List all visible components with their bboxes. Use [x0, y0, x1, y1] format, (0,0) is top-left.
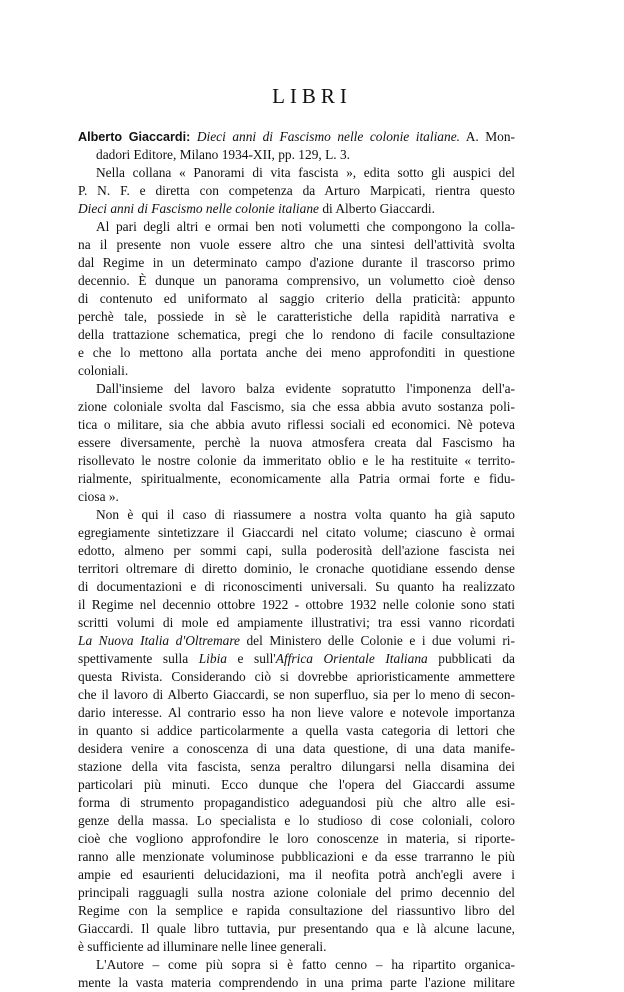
body-line: genze della massa. Lo specialista e lo studioso di cose coloniali, coloro	[78, 813, 515, 828]
body-italic-title: Libia	[198, 651, 227, 666]
body-italic-title: Affrica Orientale Italiana	[275, 651, 428, 666]
body-line: Al pari degli altri e ormai ben noti volumetti che compongono la colla-	[96, 219, 515, 234]
body-line: di documentazioni e di riconoscimenti universali. Su quanto ha realizzato	[78, 579, 515, 594]
body-line: dario interesse. Al contrario esso ha non lieve valore e notevole importanza	[78, 705, 515, 720]
body-line: stazione della vita fascista, senza peraltro dilungarsi nella disamina dei	[78, 759, 515, 774]
body-line: coloniali.	[78, 363, 129, 378]
body-italic-title: Dieci anni di Fascismo nelle colonie italiane	[78, 201, 319, 216]
body-line: è sufficiente ad illuminare nelle linee generali.	[78, 939, 327, 954]
body-line: cioè che vogliono approfondire le loro conoscenze in materia, si riporte-	[78, 831, 515, 846]
review-author: Alberto Giaccardi:	[78, 130, 191, 144]
body-line: ampie ed esaurienti delucidazioni, ma il neofita potrà anch'egli avere i	[78, 867, 515, 882]
body-line: risollevato le nostre colonie da immeritato oblio e le ha restituite « territo-	[78, 453, 515, 468]
body-line: di contenuto ed uniformato al saggio criterio della praticità: appunto	[78, 291, 515, 306]
review-book-title: Dieci anni di Fascismo nelle colonie italiane.	[196, 129, 460, 144]
body-line: na il presente non vuole essere altro che una sintesi dell'attività svolta	[78, 237, 515, 252]
review-reference-line-2: dadori Editore, Milano 1934-XII, pp. 129, L. 3.	[96, 147, 351, 162]
body-line: particolari più minuti. Ecco dunque che l'opera del Giaccardi assume	[78, 777, 515, 792]
review-reference-publisher-start: A. Mon-	[465, 129, 516, 144]
body-line: questa Rivista. Considerando ciò si dovrebbe aprioristicamente ammettere	[78, 669, 515, 684]
body-line: Nella collana « Panorami di vita fascista », edita sotto gli auspici del	[96, 165, 515, 180]
body-line: principali ragguagli sulla nostra azione coloniale del primo decennio del	[78, 885, 515, 900]
body-line	[78, 200, 515, 218]
body-line: territori oltremare di diretto dominio, le cronache quotidiane essendo dense	[78, 561, 515, 576]
body-line: Regime con la semplice e rapida consultazione del riassuntivo libro del	[78, 903, 515, 918]
body-line: perchè tale, possiede in sè le caratteristiche della rapidità narrativa e	[78, 309, 515, 324]
body-line: Giaccardi. Il quale libro tuttavia, pur presentando qua e là alcune lacune,	[78, 921, 515, 936]
body-line: rialmente, spiritualmente, economicamente alla Patria ormai forte e fidu-	[78, 471, 515, 486]
body-line: il Regime nel decennio ottobre 1922 - ottobre 1932 nelle colonie sono stati	[78, 597, 515, 612]
body-line: e che lo mettono alla portata anche dei meno approfonditi in questione	[78, 345, 515, 360]
body-line	[78, 632, 515, 650]
body-line: Non è qui il caso di riassumere a nostra volta quanto ha già saputo	[96, 507, 515, 522]
body-line: essere diversamente, perchè la nuova atmosfera creata dal Fascismo ha	[78, 435, 515, 450]
body-line: scritti volumi di mole ed ampiamente illustrativi; tra essi vanno ricordati	[78, 615, 515, 630]
review-reference-line-1	[78, 128, 515, 146]
body-line: che il lavoro di Alberto Giaccardi, se non superfluo, sia per lo meno di secon-	[78, 687, 515, 702]
body-line: ranno alle menzionate voluminose pubblicazioni e da esse trarranno le più	[78, 849, 515, 864]
body-text: spettivamente sulla	[78, 651, 199, 666]
body-line: tica o militare, sia che abbia avuto riflessi sociali ed economici. Nè poteva	[78, 417, 515, 432]
body-line: decennio. È dunque un panorama comprensivo, un volumetto cioè denso	[78, 273, 515, 288]
body-text: e sull'	[227, 651, 276, 666]
body-text: di Alberto Giaccardi.	[318, 201, 435, 216]
body-line: egregiamente sintetizzare il Giaccardi nel citato volume; ciascuno è ormai	[78, 525, 515, 540]
body-line: forma di strumento propagandistico adeguandosi più che altro alle esi-	[78, 795, 515, 810]
body-line: zione coloniale svolta dal Fascismo, sia che essa abbia avuto sostanza poli-	[78, 399, 515, 414]
body-line: P. N. F. e diretta con competenza da Arturo Marpicati, rientra questo	[78, 183, 515, 198]
body-line: desidera venire a conoscenza di una data questione, di una data manife-	[78, 741, 515, 756]
body-line: ciosa ».	[78, 489, 119, 504]
review-body	[78, 128, 515, 992]
body-line	[78, 650, 515, 668]
body-text: pubblicati da	[427, 651, 515, 666]
body-line: dal Regime in un determinato campo d'azione durante il trascorso primo	[78, 255, 515, 270]
body-line: in quanto si addice particolarmente a quella vasta categoria di lettori che	[78, 723, 515, 738]
body-italic-title: La Nuova Italia d'Oltremare	[78, 633, 240, 648]
body-line: edotto, almeno per sommi capi, sulla poderosità dell'azione fascista nei	[78, 543, 515, 558]
page-title: LIBRI	[272, 84, 352, 108]
body-text: del Ministero delle Colonie e i due volumi ri-	[239, 633, 515, 648]
body-line: L'Autore – come più sopra si è fatto cenno – ha ripartito organica-	[96, 957, 515, 972]
body-line: della trattazione schematica, pregi che lo rendono di facile consultazione	[78, 327, 515, 342]
body-line: Dall'insieme del lavoro balza evidente sopratutto l'imponenza dell'a-	[96, 381, 515, 396]
body-line: mente la vasta materia comprendendo in una prima parte l'azione militare	[78, 975, 515, 990]
